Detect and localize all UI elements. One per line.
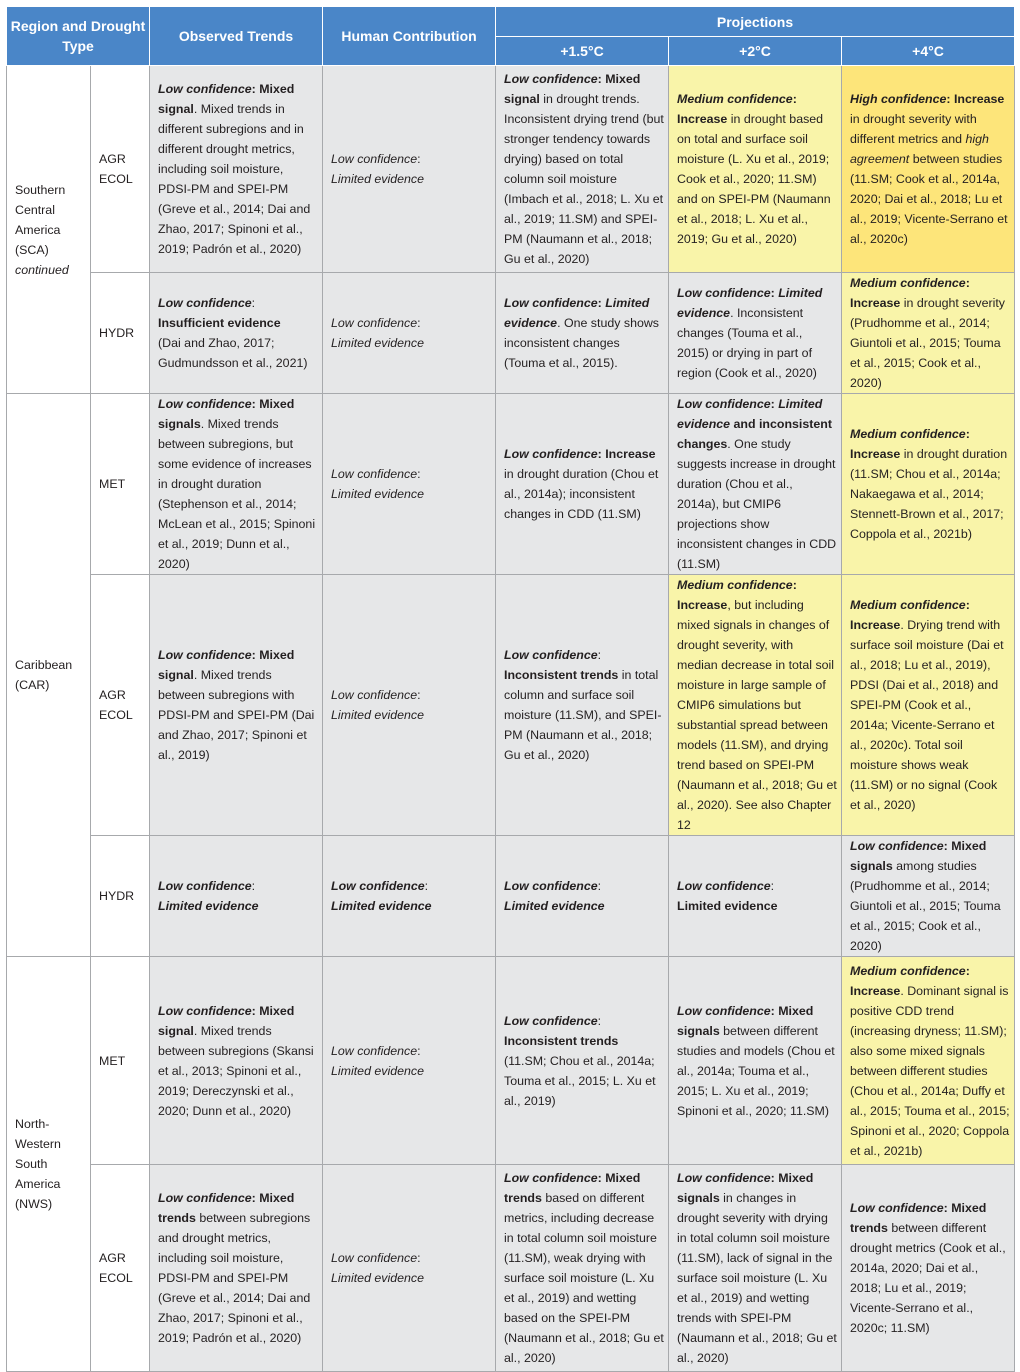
proj-4c-cell: Low confidence: Mixed signals among studies (Prudhomme et al., 2014; Giuntoli et al., 2015; Touma et al., 2015; Cook et al., 2020) (842, 836, 1015, 957)
table-row (7, 1165, 1015, 1372)
observed-cell: Low confidence: Insufficient evidence (Dai and Zhao, 2017; Gudmundsson et al., 2021) (150, 273, 323, 394)
human-cell: Low confidence: Limited evidence (323, 273, 496, 394)
table-row (7, 957, 1015, 1165)
proj-1-5c-cell: Low confidence: Increase in drought duration (Chou et al., 2014a); inconsistent changes in CDD (11.SM) (496, 394, 669, 575)
human-cell: Low confidence: Limited evidence (323, 66, 496, 273)
human-cell: Low confidence: Limited evidence (323, 957, 496, 1165)
region-nws: North-Western South America (NWS) (7, 957, 91, 1372)
header-4c: +4°C (842, 37, 1015, 66)
observed-cell: Low confidence: Mixed signals. Mixed trends between subregions, but some evidence of increases in drought duration (Stephenson et al., 2014; McLean et al., 2015; Spinoni et al., 2019; Dunn et al., 2020) (150, 394, 323, 575)
drought-type: MET (91, 394, 150, 575)
proj-2c-cell: Low confidence: Limited evidence and inconsistent changes. One study suggests increase in drought duration (Chou et al., 2014a), but CMIP6 projections show inconsistent changes in CDD (11.SM) (669, 394, 842, 575)
proj-4c-cell: High confidence: Increase in drought severity with different metrics and high agreement between studies (11.SM; Cook et al., 2014a, 2020; Dai et al., 2018; Lu et al., 2019; Vicente-Serrano et al., 2020c) (842, 66, 1015, 273)
table-row (7, 394, 1015, 575)
header-region-type: Region and Drought Type (7, 7, 150, 66)
drought-type: HYDR (91, 836, 150, 957)
drought-type: AGR ECOL (91, 1165, 150, 1372)
drought-type: AGR ECOL (91, 575, 150, 836)
observed-cell: Low confidence: Mixed trends between subregions and drought metrics, including soil moisture, PDSI-PM and SPEI-PM (Greve et al., 2014; Dai and Zhao, 2017; Spinoni et al., 2019; Padrón et al., 2020) (150, 1165, 323, 1372)
header-projections: Projections (496, 7, 1015, 37)
observed-cell: Low confidence: Mixed signal. Mixed trends between subregions (Skansi et al., 2013; Spinoni et al., 2019; Dereczynski et al., 2020; Dunn et al., 2020) (150, 957, 323, 1165)
observed-cell: Low confidence: Limited evidence (150, 836, 323, 957)
region-car: Caribbean (CAR) (7, 394, 91, 957)
drought-type: HYDR (91, 273, 150, 394)
table-row (7, 836, 1015, 957)
header-observed-trends: Observed Trends (150, 7, 323, 66)
proj-1-5c-cell: Low confidence: Mixed trends based on different metrics, including decrease in total column soil moisture (11.SM), weak drying with surface soil moisture (L. Xu et al., 2019) and wetting based on the SPEI-PM (Naumann et al., 2018; Gu et al., 2020) (496, 1165, 669, 1372)
observed-cell: Low confidence: Mixed signal. Mixed trends in different subregions and in different drought metrics, including soil moisture, PDSI-PM and SPEI-PM (Greve et al., 2014; Dai and Zhao, 2017; Spinoni et al., 2019; Padrón et al., 2020) (150, 66, 323, 273)
drought-assessment-table (6, 6, 1015, 1372)
proj-1-5c-cell: Low confidence: Limited evidence (496, 836, 669, 957)
proj-1-5c-cell: Low confidence: Inconsistent trends (11.SM; Chou et al., 2014a; Touma et al., 2015; L. Xu et al., 2019) (496, 957, 669, 1165)
proj-4c-cell: Medium confidence: Increase. Dominant signal is positive CDD trend (increasing dryness; 11.SM); also some mixed signals between different studies (Chou et al., 2014a; Duffy et al., 2015; Touma et al., 2015; Spinoni et al., 2020; Coppola et al., 2021b) (842, 957, 1015, 1165)
header-2c: +2°C (669, 37, 842, 66)
header-human-contribution: Human Contribution (323, 7, 496, 66)
observed-cell: Low confidence: Mixed signal. Mixed trends between subregions with PDSI-PM and SPEI-PM (Dai and Zhao, 2017; Spinoni et al., 2019) (150, 575, 323, 836)
table-row (7, 66, 1015, 273)
proj-2c-cell: Low confidence: Mixed signals between different studies and models (Chou et al., 2014a; Touma et al., 2015; L. Xu et al., 2019; Spinoni et al., 2020; 11.SM) (669, 957, 842, 1165)
table-row (7, 273, 1015, 394)
header-1-5c: +1.5°C (496, 37, 669, 66)
proj-4c-cell: Medium confidence: Increase in drought duration (11.SM; Chou et al., 2014a; Nakaegawa et al., 2014; Stennett-Brown et al., 2017; Coppola et al., 2021b) (842, 394, 1015, 575)
proj-2c-cell: Low confidence: Mixed signals in changes in drought severity with drying in total column soil moisture (11.SM), lack of signal in the surface soil moisture (L. Xu et al., 2019) and wetting trends with SPEI-PM (Naumann et al., 2018; Gu et al., 2020) (669, 1165, 842, 1372)
human-cell: Low confidence: Limited evidence (323, 836, 496, 957)
human-cell: Low confidence: Limited evidence (323, 1165, 496, 1372)
proj-4c-cell: Low confidence: Mixed trends between different drought metrics (Cook et al., 2014a, 2020; Dai et al., 2018; Lu et al., 2019; Vicente-Serrano et al., 2020c; 11.SM) (842, 1165, 1015, 1372)
proj-2c-cell: Medium confidence: Increase, but including mixed signals in changes of drought severity, with median decrease in total soil moisture in large sample of CMIP6 simulations but substantial spread between models (11.SM), and drying trend based on SPEI-PM (Naumann et al., 2018; Gu et al., 2020). See also Chapter 12 (669, 575, 842, 836)
proj-4c-cell: Medium confidence: Increase in drought severity (Prudhomme et al., 2014; Giuntoli et al., 2015; Touma et al., 2015; Cook et al., 2020) (842, 273, 1015, 394)
proj-1-5c-cell: Low confidence: Mixed signal in drought trends. Inconsistent drying trend (but stronger tendency towards drying) based on total column soil moisture (Imbach et al., 2018; L. Xu et al., 2019; 11.SM) and SPEI-PM (Naumann et al., 2018; Gu et al., 2020) (496, 66, 669, 273)
region-sca: Southern Central America (SCA) continued (7, 66, 91, 394)
proj-4c-cell: Medium confidence: Increase. Drying trend with surface soil moisture (Dai et al., 2018; Lu et al., 2019), PDSI (Dai et al., 2018) and SPEI-PM (Cook et al., 2014a; Vicente-Serrano et al., 2020c). Total soil moisture shows weak (11.SM) or no signal (Cook et al., 2020) (842, 575, 1015, 836)
drought-type: MET (91, 957, 150, 1165)
proj-1-5c-cell: Low confidence: Inconsistent trends in total column and surface soil moisture (11.SM), and SPEI-PM (Naumann et al., 2018; Gu et al., 2020) (496, 575, 669, 836)
table-row (7, 575, 1015, 836)
proj-2c-cell: Low confidence: Limited evidence. Inconsistent changes (Touma et al., 2015) or drying in part of region (Cook et al., 2020) (669, 273, 842, 394)
human-cell: Low confidence: Limited evidence (323, 394, 496, 575)
proj-2c-cell: Medium confidence: Increase in drought based on total and surface soil moisture (L. Xu et al., 2019; Cook et al., 2020; 11.SM) and on SPEI-PM (Naumann et al., 2018; L. Xu et al., 2019; Gu et al., 2020) (669, 66, 842, 273)
proj-1-5c-cell: Low confidence: Limited evidence. One study shows inconsistent changes (Touma et al., 2015). (496, 273, 669, 394)
proj-2c-cell: Low confidence: Limited evidence (669, 836, 842, 957)
human-cell: Low confidence: Limited evidence (323, 575, 496, 836)
drought-type: AGR ECOL (91, 66, 150, 273)
